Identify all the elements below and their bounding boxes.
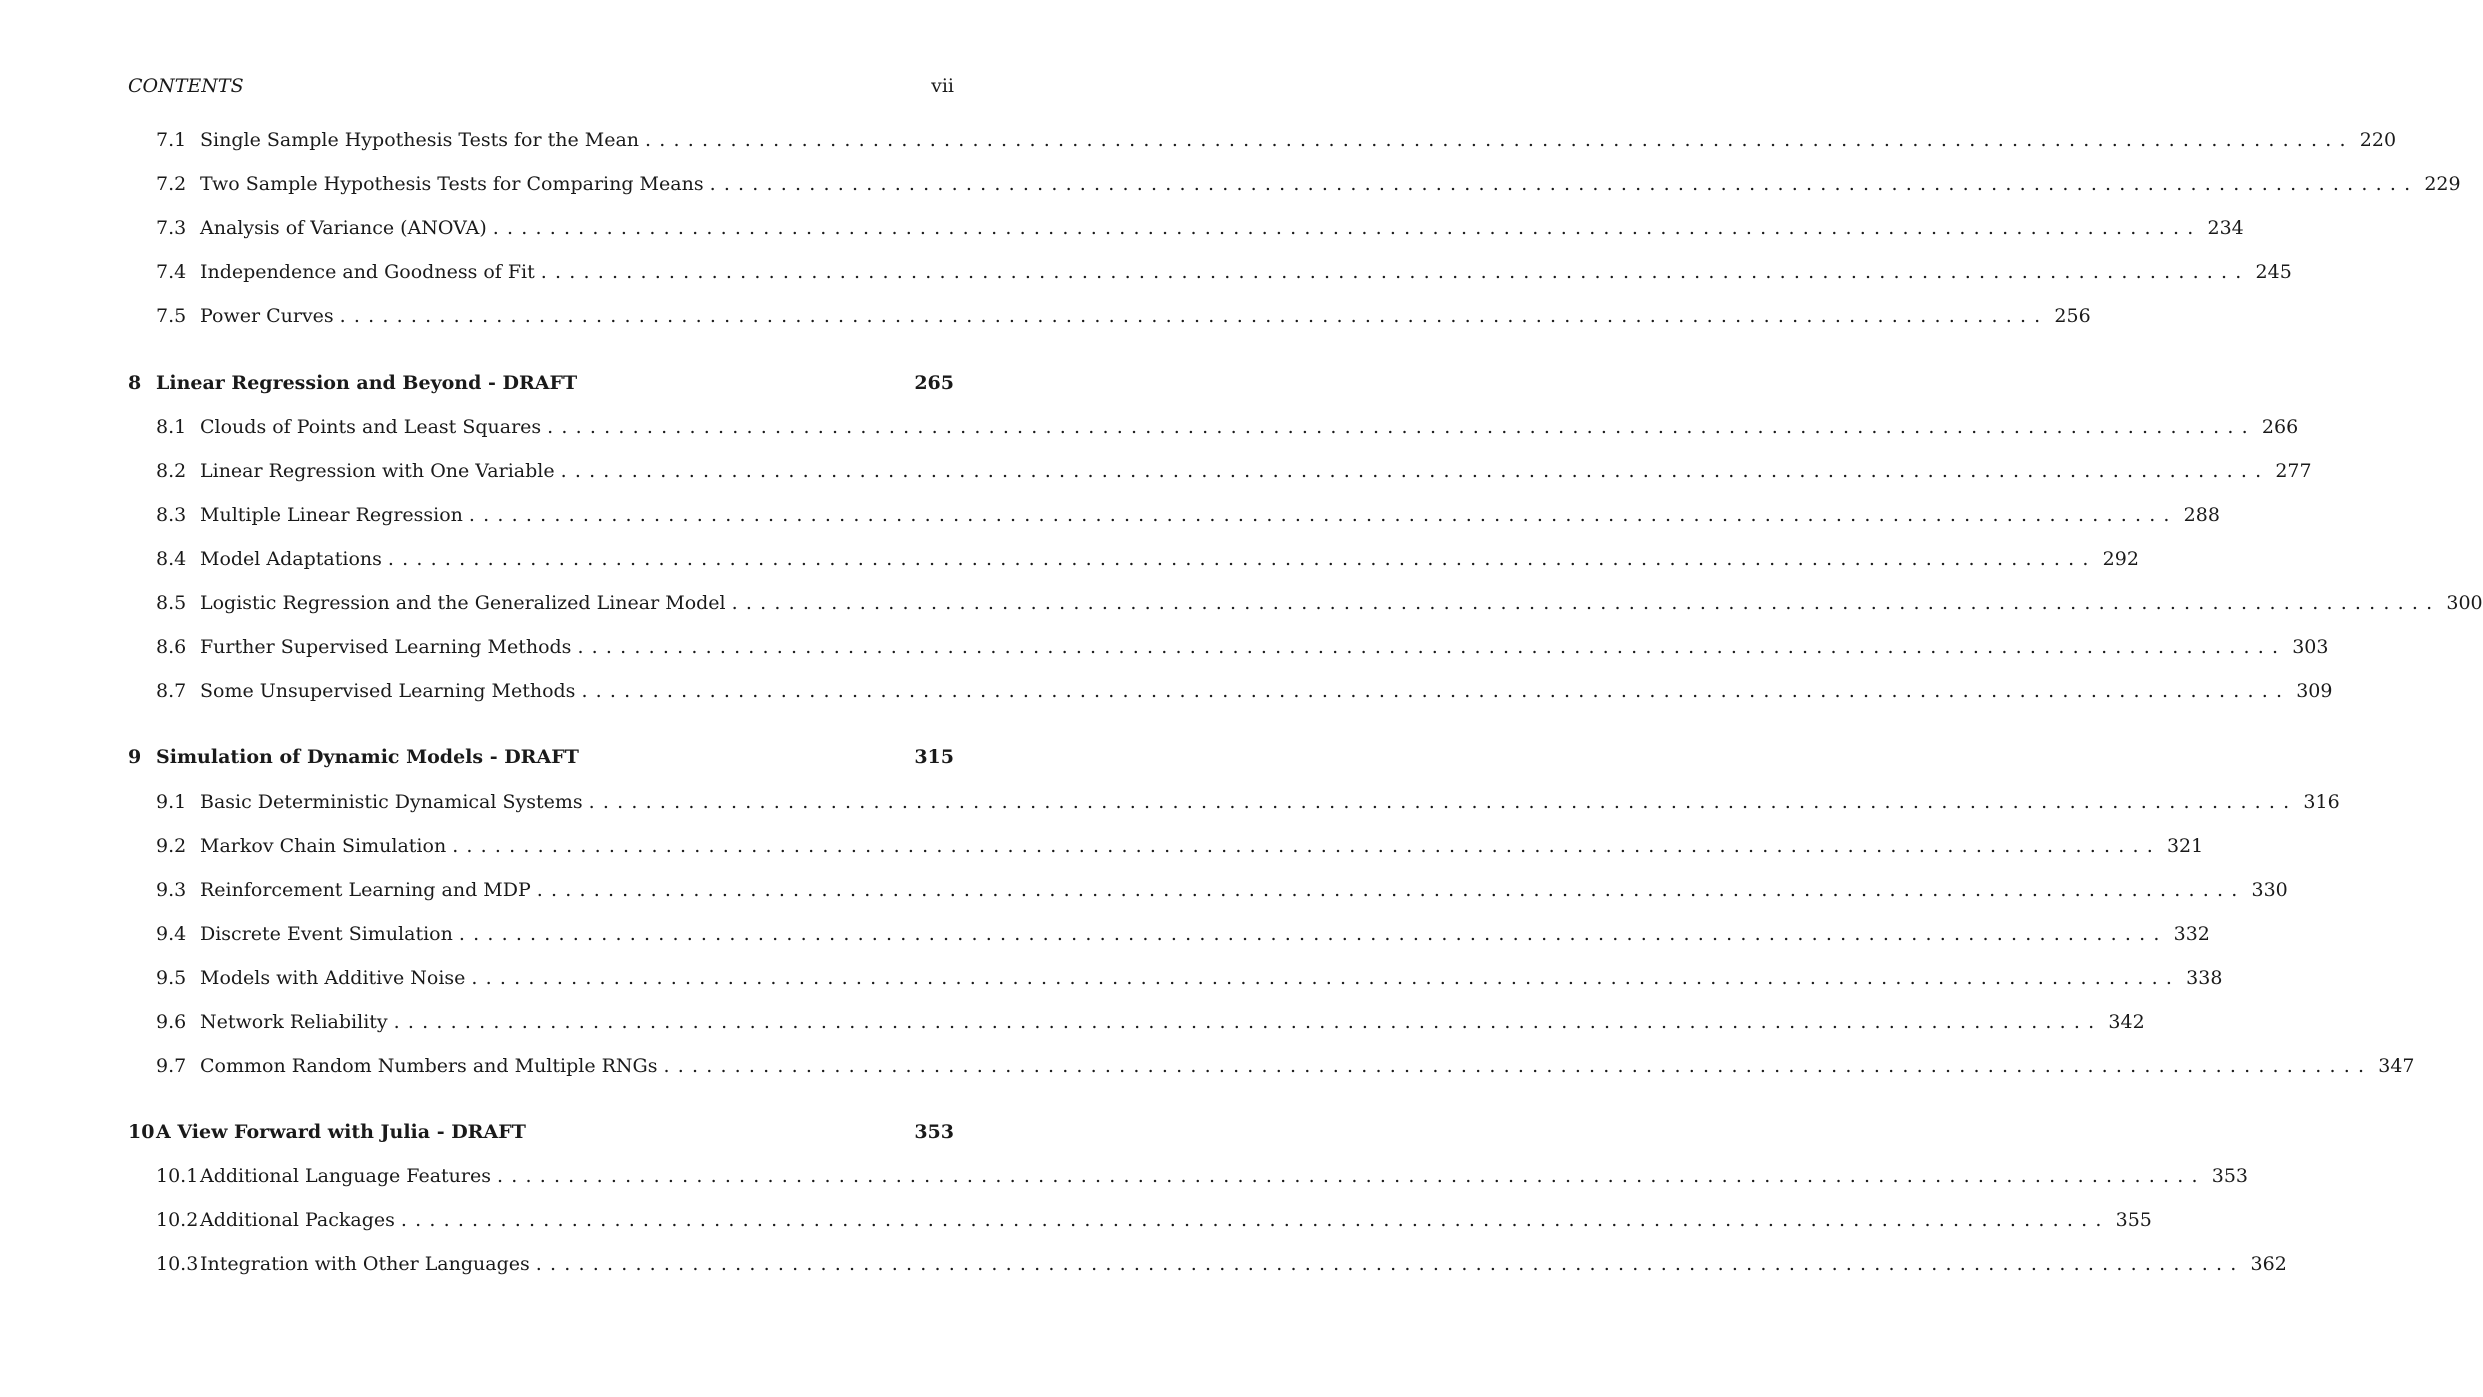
toc-section-entry[interactable] [128,501,2220,529]
section-title: Logistic Regression and the Generalized Linear Model [200,589,732,617]
toc-section-entry[interactable] [128,302,2091,330]
toc-section-entry[interactable] [128,788,2340,816]
section-title: Network Reliability [200,1008,394,1036]
section-title: Reinforcement Learning and MDP [200,876,537,904]
toc-section-entry[interactable] [128,832,2204,860]
section-number: 9.3 [156,879,187,901]
dot-leader: ........................................................................................................................ [458,923,2168,945]
chapter-title: Linear Regression and Beyond - DRAFT [156,372,578,394]
dot-leader: ........................................................................................................................ [588,791,2298,813]
section-title: Some Unsupervised Learning Methods [200,677,581,705]
section-number: 9.5 [156,967,187,989]
section-number: 9.4 [156,923,187,945]
dot-leader: ........................................................................................................................ [547,416,2256,438]
chapter-number: 10 [128,1121,155,1143]
dot-leader: ........................................................................................................................ [452,835,2161,857]
toc-section-entry[interactable] [128,1162,2248,1190]
section-page-number: 256 [2054,305,2091,327]
section-page-number: 353 [2211,1165,2248,1187]
running-header-title: CONTENTS [128,75,244,97]
section-page-number: 316 [2303,791,2340,813]
section-page-number: 229 [2424,173,2461,195]
section-title: Additional Language Features [200,1162,497,1190]
chapter-page-number: 315 [914,746,954,768]
dot-leader: ........................................................................................................................ [709,173,2419,195]
toc-section-entry[interactable] [128,214,2244,242]
section-title: Further Supervised Learning Methods [200,633,577,661]
section-page-number: 338 [2186,967,2223,989]
section-number: 8.6 [156,636,187,658]
page-number-roman: vii [931,75,954,97]
toc-section-entry[interactable] [128,1206,2152,1234]
dot-leader: ........................................................................................................................ [496,1165,2206,1187]
toc-section-entry[interactable] [128,457,2312,485]
section-number: 9.7 [156,1055,187,1077]
section-number: 7.2 [156,173,187,195]
toc-section-entry[interactable] [128,1052,2415,1080]
section-page-number: 266 [2261,416,2299,438]
toc-section-entry[interactable] [128,1008,2145,1036]
section-page-number: 342 [2108,1011,2145,1033]
chapter-page-number: 265 [914,372,954,394]
dot-leader: ........................................................................................................................ [560,460,2270,482]
chapter-page-number: 353 [914,1121,954,1143]
section-title: Analysis of Variance (ANOVA) [200,214,493,242]
chapter-number: 8 [128,372,142,394]
dot-leader: ........................................................................................................................ [645,129,2354,151]
toc-section-entry[interactable] [128,633,2329,661]
section-page-number: 220 [2359,129,2397,151]
section-title: Linear Regression with One Variable [200,457,561,485]
toc-chapter-entry[interactable] [128,369,954,397]
dot-leader: ........................................................................................................................ [540,261,2250,283]
toc-section-entry[interactable] [128,1250,2287,1278]
section-title: Basic Deterministic Dynamical Systems [200,788,589,816]
toc-section-entry[interactable] [128,258,2292,286]
section-title: Discrete Event Simulation [200,920,459,948]
dot-leader: ........................................................................................................................ [536,879,2246,901]
toc-section-entry[interactable] [128,920,2210,948]
toc-section-entry[interactable] [128,677,2333,705]
dot-leader: ........................................................................................................................ [339,305,2049,327]
section-number: 7.5 [156,305,187,327]
section-page-number: 347 [2378,1055,2415,1077]
section-number: 7.1 [156,129,187,151]
dot-leader: ........................................................................................................................ [577,636,2287,658]
dot-leader: ........................................................................................................................ [393,1011,2103,1033]
section-number: 9.2 [156,835,187,857]
section-title: Common Random Numbers and Multiple RNGs [200,1052,663,1080]
section-page-number: 234 [2207,217,2244,239]
section-page-number: 288 [2183,504,2220,526]
section-page-number: 362 [2250,1253,2287,1275]
section-number: 7.4 [156,261,187,283]
section-number: 9.6 [156,1011,187,1033]
toc-section-entry[interactable] [128,964,2223,992]
section-page-number: 277 [2275,460,2312,482]
dot-leader: ........................................................................................................................ [400,1209,2110,1231]
section-page-number: 303 [2292,636,2329,658]
toc-section-entry[interactable] [128,126,2397,154]
section-number: 9.1 [156,791,187,813]
section-title: Power Curves [200,302,340,330]
section-number: 10.2 [156,1209,199,1231]
toc-section-entry[interactable] [128,413,2299,441]
dot-leader: ........................................................................................................................ [387,548,2097,570]
toc-section-entry[interactable] [128,170,2461,198]
section-number: 8.1 [156,416,187,438]
section-number: 8.2 [156,460,187,482]
dot-leader: ........................................................................................................................ [581,680,2291,702]
section-number: 8.5 [156,592,187,614]
toc-section-entry[interactable] [128,545,2139,573]
chapter-number: 9 [128,746,142,768]
section-title: Clouds of Points and Least Squares [200,413,547,441]
section-page-number: 292 [2102,548,2139,570]
section-number: 8.4 [156,548,187,570]
section-title: Model Adaptations [200,545,388,573]
chapter-title: A View Forward with Julia - DRAFT [156,1121,526,1143]
section-page-number: 321 [2166,835,2204,857]
toc-chapter-entry[interactable] [128,1118,954,1146]
section-number: 7.3 [156,217,187,239]
section-title: Integration with Other Languages [200,1250,536,1278]
section-title: Additional Packages [200,1206,401,1234]
section-title: Independence and Goodness of Fit [200,258,541,286]
dot-leader: ........................................................................................................................ [471,967,2181,989]
section-page-number: 355 [2115,1209,2152,1231]
toc-chapter-entry[interactable] [128,743,954,771]
section-title: Single Sample Hypothesis Tests for the Mean [200,126,645,154]
toc-section-entry[interactable] [128,589,2483,617]
section-page-number: 330 [2251,879,2288,901]
dot-leader: ........................................................................................................................ [731,592,2441,614]
section-title: Two Sample Hypothesis Tests for Comparing Means [200,170,710,198]
section-number: 8.7 [156,680,187,702]
section-page-number: 245 [2255,261,2292,283]
section-number: 10.1 [156,1165,199,1187]
section-number: 8.3 [156,504,187,526]
section-title: Markov Chain Simulation [200,832,452,860]
toc-section-entry[interactable] [128,876,2288,904]
section-title: Multiple Linear Regression [200,501,469,529]
section-title: Models with Additive Noise [200,964,471,992]
section-page-number: 332 [2173,923,2210,945]
dot-leader: ........................................................................................................................ [663,1055,2373,1077]
dot-leader: ........................................................................................................................ [535,1253,2245,1275]
section-page-number: 309 [2296,680,2333,702]
section-number: 10.3 [156,1253,199,1275]
section-page-number: 300 [2446,592,2483,614]
chapter-title: Simulation of Dynamic Models - DRAFT [156,746,579,768]
dot-leader: ........................................................................................................................ [492,217,2202,239]
dot-leader: ........................................................................................................................ [468,504,2178,526]
